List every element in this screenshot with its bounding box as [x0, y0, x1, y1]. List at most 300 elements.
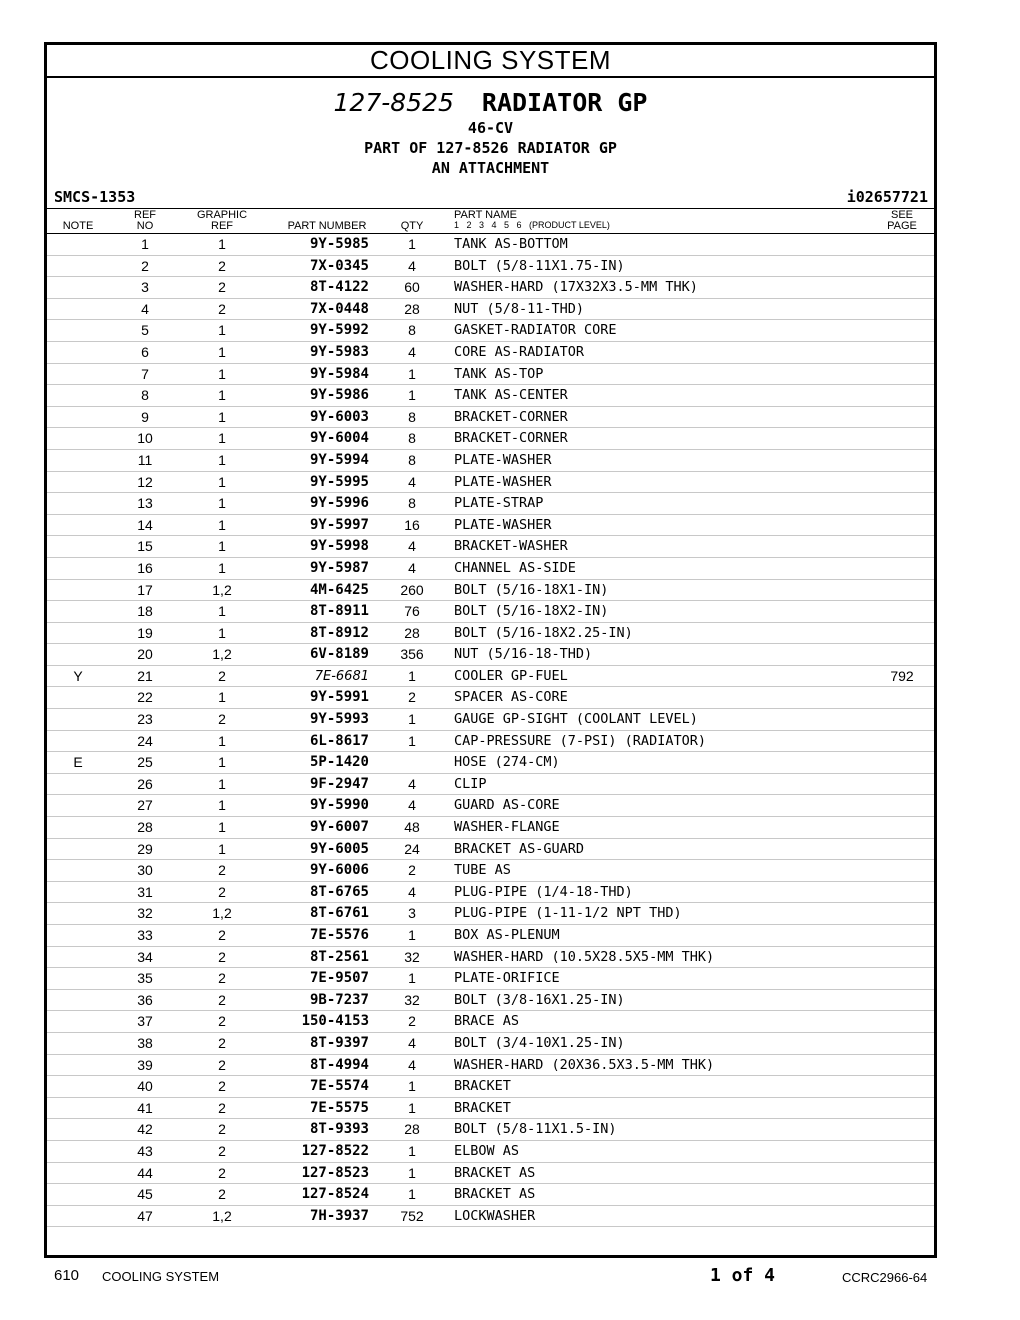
ref-number-cell: 36 — [137, 991, 153, 1008]
group-title — [47, 88, 934, 118]
part-number-cell: 8T-2561 — [309, 948, 369, 965]
ref-number-cell: 39 — [137, 1056, 153, 1073]
part-name-cell: PLATE-WASHER — [454, 473, 552, 490]
ref-number-cell: 22 — [137, 689, 153, 706]
parts-list-frame — [44, 42, 937, 1258]
part-number-cell: 8T-8911 — [309, 603, 369, 620]
part-name-cell: TANK AS-BOTTOM — [454, 236, 568, 252]
graphic-ref-cell: 2 — [218, 667, 226, 684]
table-row — [47, 774, 934, 796]
ref-number-cell: 3 — [141, 279, 149, 296]
table-row — [47, 709, 934, 731]
col-ref-top: REF — [134, 209, 156, 221]
part-number-cell: 9Y-5994 — [309, 451, 369, 468]
qty-cell: 4 — [408, 538, 416, 555]
graphic-ref-cell: 2 — [218, 862, 226, 879]
graphic-ref-cell: 2 — [218, 991, 226, 1008]
ref-number-cell: 47 — [137, 1207, 153, 1224]
ref-number-cell: 41 — [137, 1099, 153, 1116]
part-name-cell: WASHER-FLANGE — [454, 819, 560, 836]
table-row — [47, 1076, 934, 1098]
ref-number-cell: 5 — [141, 322, 149, 339]
graphic-ref-cell: 1 — [218, 538, 226, 555]
qty-cell: 8 — [408, 495, 416, 512]
table-row — [47, 472, 934, 494]
ref-number-cell: 27 — [137, 797, 153, 814]
graphic-ref-cell: 1 — [218, 559, 226, 576]
part-name-cell: PLUG-PIPE (1-11-1/2 NPT THD) — [454, 905, 682, 922]
part-name-cell: BOLT (3/4-10X1.25-IN) — [454, 1034, 625, 1051]
graphic-ref-cell: 2 — [218, 1056, 226, 1073]
part-number-cell: 9Y-6007 — [309, 819, 369, 836]
graphic-ref-cell: 2 — [218, 1142, 226, 1159]
table-row — [47, 1011, 934, 1033]
qty-cell: 1 — [408, 927, 416, 943]
table-row — [47, 428, 934, 450]
graphic-ref-cell: 2 — [218, 1186, 226, 1203]
part-name-cell: CHANNEL AS-SIDE — [454, 559, 576, 576]
part-number-cell: 7X-0448 — [309, 300, 369, 317]
part-number-cell: 127-8522 — [301, 1142, 369, 1159]
qty-cell: 1 — [408, 1186, 416, 1203]
col-part-number: PART NUMBER — [287, 220, 367, 232]
ref-number-cell: 30 — [137, 862, 153, 879]
table-row — [47, 990, 934, 1012]
table-row — [47, 1033, 934, 1055]
ref-number-cell: 37 — [137, 1013, 153, 1030]
col-see-top: SEE — [890, 209, 913, 221]
graphic-ref-cell: 1,2 — [212, 1207, 232, 1224]
table-row — [47, 450, 934, 472]
qty-cell: 28 — [404, 1121, 420, 1138]
part-number-cell: 8T-9397 — [309, 1034, 369, 1051]
graphic-ref-cell: 1 — [218, 689, 226, 706]
part-number-cell: 9Y-5993 — [309, 711, 369, 728]
page-footer — [0, 1265, 1020, 1289]
part-name-cell: TUBE AS — [454, 862, 511, 879]
ref-number-cell: 9 — [141, 408, 149, 425]
graphic-ref-cell: 1 — [218, 603, 226, 620]
part-number-cell: 7E-5576 — [309, 927, 369, 943]
part-number-cell: 9B-7237 — [309, 991, 369, 1008]
table-row — [47, 299, 934, 321]
graphic-ref-cell: 1 — [218, 624, 226, 641]
part-name-cell: BOLT (5/16-18X1-IN) — [454, 581, 609, 598]
table-row — [47, 385, 934, 407]
table-row — [47, 558, 934, 580]
table-row — [47, 277, 934, 299]
col-note: NOTE — [62, 220, 94, 232]
table-row — [47, 1184, 934, 1206]
ref-number-cell: 12 — [137, 473, 153, 490]
group-header — [47, 88, 934, 178]
graphic-ref-cell: 1 — [218, 473, 226, 490]
graphic-ref-cell: 2 — [218, 279, 226, 296]
part-number-cell: 9Y-5985 — [309, 236, 369, 252]
ref-number-cell: 15 — [137, 538, 153, 555]
graphic-ref-cell: 1 — [218, 365, 226, 382]
part-name-cell: BOX AS-PLENUM — [454, 927, 560, 943]
qty-cell: 4 — [408, 775, 416, 792]
col-graphic-bottom: REF — [211, 220, 233, 232]
qty-cell: 4 — [408, 473, 416, 490]
qty-cell: 1 — [408, 667, 416, 684]
graphic-ref-cell: 1,2 — [212, 581, 232, 598]
qty-cell: 8 — [408, 408, 416, 425]
ref-number-cell: 7 — [141, 365, 149, 382]
footer-page-number: 610 — [54, 1267, 80, 1284]
graphic-ref-cell: 1,2 — [212, 646, 232, 663]
qty-cell: 60 — [404, 279, 420, 296]
part-name-cell: GASKET-RADIATOR CORE — [454, 322, 617, 339]
table-row — [47, 515, 934, 537]
graphic-ref-cell: 2 — [218, 1099, 226, 1116]
part-name-cell: NUT (5/8-11-THD) — [454, 300, 585, 317]
smcs-code: SMCS-1353 — [54, 188, 136, 206]
qty-cell: 1 — [408, 970, 416, 987]
qty-cell: 8 — [408, 451, 416, 468]
part-name-cell: BOLT (5/8-11X1.5-IN) — [454, 1121, 617, 1138]
ref-number-cell: 14 — [137, 516, 153, 533]
table-row — [47, 1119, 934, 1141]
ref-number-cell: 11 — [137, 451, 153, 468]
table-row — [47, 882, 934, 904]
qty-cell: 24 — [404, 840, 420, 857]
qty-cell: 1 — [408, 1099, 416, 1116]
part-number-cell: 8T-9393 — [309, 1121, 369, 1138]
qty-cell: 32 — [404, 948, 420, 965]
qty-cell: 3 — [408, 905, 416, 922]
table-row — [47, 623, 934, 645]
col-product-level: 1 2 3 4 5 6 (PRODUCT LEVEL) — [454, 220, 610, 230]
part-name-cell: BRACE AS — [454, 1013, 520, 1030]
qty-cell: 28 — [404, 624, 420, 641]
part-number-cell: 9Y-6006 — [309, 862, 369, 879]
ref-number-cell: 23 — [137, 711, 153, 728]
ref-number-cell: 4 — [141, 300, 149, 317]
part-name-cell: GUARD AS-CORE — [454, 797, 560, 814]
part-name-cell: BRACKET AS — [454, 1186, 536, 1203]
qty-cell: 260 — [400, 581, 424, 598]
part-number-cell: 9Y-5984 — [309, 365, 369, 382]
group-number: 127-8525 — [333, 88, 454, 117]
table-row — [47, 493, 934, 515]
ref-number-cell: 1 — [141, 236, 149, 252]
part-name-cell: BRACKET-CORNER — [454, 430, 568, 447]
part-name-cell: WASHER-HARD (20X36.5X3.5-MM THK) — [454, 1056, 715, 1073]
qty-cell: 76 — [404, 603, 420, 620]
part-number-cell: 9Y-5986 — [309, 387, 369, 404]
graphic-ref-cell: 2 — [218, 711, 226, 728]
part-number-cell: 9Y-5987 — [309, 559, 369, 576]
col-ref-bottom: NO — [136, 220, 154, 232]
col-qty: QTY — [400, 220, 424, 232]
graphic-ref-cell: 2 — [218, 970, 226, 987]
graphic-ref-cell: 1 — [218, 322, 226, 339]
graphic-ref-cell: 1 — [218, 819, 226, 836]
ref-number-cell: 42 — [137, 1121, 153, 1138]
part-number-cell: 9Y-5992 — [309, 322, 369, 339]
graphic-ref-cell: 1,2 — [212, 905, 232, 922]
group-line-2: PART OF 127-8526 RADIATOR GP — [364, 139, 617, 157]
part-number-cell: 8T-4994 — [309, 1056, 369, 1073]
part-name-cell: BRACKET — [454, 1099, 511, 1116]
graphic-ref-cell: 1 — [218, 840, 226, 857]
qty-cell: 1 — [408, 387, 416, 404]
part-name-cell: BRACKET AS-GUARD — [454, 840, 585, 857]
part-number-cell: 7H-3937 — [309, 1207, 369, 1224]
qty-cell: 8 — [408, 322, 416, 339]
qty-cell: 1 — [408, 1164, 416, 1181]
graphic-ref-cell: 2 — [218, 1034, 226, 1051]
part-number-cell: 9Y-5995 — [309, 473, 369, 490]
part-number-cell: 5P-1420 — [309, 754, 369, 771]
qty-cell: 4 — [408, 797, 416, 814]
table-row — [47, 1141, 934, 1163]
table-row — [47, 903, 934, 925]
table-row — [47, 752, 934, 774]
ref-number-cell: 8 — [141, 387, 149, 404]
part-name-cell: BRACKET AS — [454, 1164, 536, 1181]
table-row — [47, 947, 934, 969]
part-number-cell: 150-4153 — [301, 1013, 369, 1030]
part-number-cell: 9Y-6003 — [309, 408, 369, 425]
part-name-cell: PLATE-WASHER — [454, 516, 552, 533]
ref-number-cell: 29 — [137, 840, 153, 857]
graphic-ref-cell: 1 — [218, 775, 226, 792]
table-row — [47, 644, 934, 666]
part-name-cell: PLATE-WASHER — [454, 451, 552, 468]
see-page-cell: 792 — [890, 667, 914, 684]
ref-number-cell: 32 — [137, 905, 153, 922]
graphic-ref-cell: 1 — [218, 732, 226, 749]
part-number-cell: 9F-2947 — [309, 775, 369, 792]
note-cell: Y — [73, 667, 83, 684]
table-row — [47, 860, 934, 882]
part-name-cell: TANK AS-TOP — [454, 365, 544, 382]
part-number-cell: 9Y-5997 — [309, 516, 369, 533]
column-header — [47, 209, 934, 234]
part-name-cell: TANK AS-CENTER — [454, 387, 568, 404]
table-row — [47, 968, 934, 990]
table-row — [47, 1055, 934, 1077]
part-name-cell: BOLT (5/16-18X2-IN) — [454, 603, 609, 620]
qty-cell: 48 — [404, 819, 420, 836]
part-name-cell: SPACER AS-CORE — [454, 689, 568, 706]
qty-cell: 4 — [408, 343, 416, 360]
graphic-ref-cell: 2 — [218, 1164, 226, 1181]
table-row — [47, 1098, 934, 1120]
part-number-cell: 9Y-5991 — [309, 689, 369, 706]
part-name-cell: CORE AS-RADIATOR — [454, 343, 585, 360]
graphic-ref-cell: 1 — [218, 754, 226, 771]
part-name-cell: PLATE-ORIFICE — [454, 970, 560, 987]
part-name-cell: BRACKET-CORNER — [454, 408, 568, 425]
ref-number-cell: 40 — [137, 1078, 153, 1095]
table-row — [47, 795, 934, 817]
part-name-cell: BOLT (3/8-16X1.25-IN) — [454, 991, 625, 1008]
table-row — [47, 256, 934, 278]
footer-code: CCRC2966-64 — [842, 1270, 928, 1285]
graphic-ref-cell: 2 — [218, 257, 226, 274]
part-name-cell: COOLER GP-FUEL — [454, 667, 568, 684]
footer-section: COOLING SYSTEM — [102, 1269, 220, 1284]
qty-cell: 4 — [408, 257, 416, 274]
ref-number-cell: 44 — [137, 1164, 153, 1181]
part-number-cell: 8T-8912 — [309, 624, 369, 641]
part-name-cell: GAUGE GP-SIGHT (COOLANT LEVEL) — [454, 711, 698, 728]
part-number-cell: 7E-6681 — [314, 668, 369, 684]
qty-cell: 32 — [404, 991, 420, 1008]
col-part-name: PART NAME — [454, 209, 517, 221]
part-number-cell: 9Y-5996 — [309, 495, 369, 512]
document-id: i02657721 — [846, 188, 928, 206]
ref-number-cell: 35 — [137, 970, 153, 987]
part-name-cell: BOLT (5/16-18X2.25-IN) — [454, 624, 633, 641]
part-number-cell: 9Y-5983 — [309, 343, 369, 360]
graphic-ref-cell: 1 — [218, 408, 226, 425]
table-row — [47, 839, 934, 861]
qty-cell: 2 — [408, 689, 416, 706]
ref-number-cell: 24 — [137, 732, 153, 749]
part-number-cell: 6L-8617 — [309, 732, 369, 749]
ref-number-cell: 10 — [137, 430, 153, 447]
part-number-cell: 8T-6761 — [309, 905, 369, 922]
graphic-ref-cell: 2 — [218, 927, 226, 943]
part-name-cell: BOLT (5/8-11X1.75-IN) — [454, 257, 625, 274]
graphic-ref-cell: 1 — [218, 516, 226, 533]
graphic-ref-cell: 2 — [218, 883, 226, 900]
part-number-cell: 7E-5575 — [309, 1099, 369, 1116]
part-name-cell: WASHER-HARD (10.5X28.5X5-MM THK) — [454, 948, 715, 965]
part-number-cell: 9Y-6005 — [309, 840, 369, 857]
ref-number-cell: 38 — [137, 1034, 153, 1051]
ref-number-cell: 20 — [137, 646, 153, 663]
note-cell: E — [73, 754, 83, 771]
part-name-cell: NUT (5/16-18-THD) — [454, 646, 593, 663]
graphic-ref-cell: 1 — [218, 236, 226, 252]
part-number-cell: 7E-5574 — [309, 1078, 369, 1095]
section-title: COOLING SYSTEM — [47, 45, 934, 78]
part-number-cell: 6V-8189 — [309, 646, 369, 663]
smcs-row — [47, 186, 934, 209]
table-row — [47, 731, 934, 753]
col-see-bottom: PAGE — [887, 220, 917, 232]
ref-number-cell: 2 — [141, 257, 149, 274]
ref-number-cell: 45 — [137, 1186, 153, 1203]
table-row — [47, 817, 934, 839]
ref-number-cell: 19 — [137, 624, 153, 641]
part-number-cell: 8T-4122 — [309, 279, 369, 296]
qty-cell: 8 — [408, 430, 416, 447]
table-row — [47, 320, 934, 342]
group-line-3: AN ATTACHMENT — [431, 159, 550, 177]
part-number-cell: 127-8523 — [301, 1164, 369, 1181]
ref-number-cell: 34 — [137, 948, 153, 965]
part-number-cell: 8T-6765 — [309, 883, 369, 900]
group-line-1: 46-CV — [467, 119, 514, 137]
qty-cell: 1 — [408, 711, 416, 728]
qty-cell: 4 — [408, 883, 416, 900]
qty-cell: 1 — [408, 1142, 416, 1159]
ref-number-cell: 6 — [141, 343, 149, 360]
qty-cell: 752 — [400, 1207, 424, 1224]
ref-number-cell: 31 — [137, 883, 153, 900]
table-row — [47, 666, 934, 688]
table-row — [47, 687, 934, 709]
part-number-cell: 7E-9507 — [309, 970, 369, 987]
table-row — [47, 601, 934, 623]
ref-number-cell: 25 — [137, 754, 153, 771]
part-name-cell: HOSE (274-CM) — [454, 754, 560, 771]
ref-number-cell: 16 — [137, 559, 153, 576]
table-row — [47, 342, 934, 364]
graphic-ref-cell: 2 — [218, 1121, 226, 1138]
table-row — [47, 536, 934, 558]
graphic-ref-cell: 2 — [218, 1013, 226, 1030]
part-name-cell: BRACKET — [454, 1078, 511, 1095]
table-row — [47, 925, 934, 947]
graphic-ref-cell: 1 — [218, 451, 226, 468]
part-name-cell: LOCKWASHER — [454, 1207, 536, 1224]
graphic-ref-cell: 1 — [218, 387, 226, 404]
part-name-cell: PLATE-STRAP — [454, 495, 544, 512]
parts-table-body — [47, 234, 934, 1227]
graphic-ref-cell: 1 — [218, 797, 226, 814]
ref-number-cell: 13 — [137, 495, 153, 512]
table-row — [47, 1206, 934, 1228]
graphic-ref-cell: 1 — [218, 430, 226, 447]
part-number-cell: 127-8524 — [301, 1186, 369, 1203]
part-name-cell: ELBOW AS — [454, 1142, 520, 1159]
qty-cell: 2 — [408, 862, 416, 879]
part-name-cell: BRACKET-WASHER — [454, 538, 568, 555]
qty-cell: 4 — [408, 1056, 416, 1073]
graphic-ref-cell: 1 — [218, 495, 226, 512]
qty-cell: 4 — [408, 1034, 416, 1051]
graphic-ref-cell: 2 — [218, 948, 226, 965]
ref-number-cell: 17 — [137, 581, 153, 598]
qty-cell: 16 — [404, 516, 420, 533]
graphic-ref-cell: 1 — [218, 343, 226, 360]
qty-cell: 2 — [408, 1013, 416, 1030]
qty-cell: 1 — [408, 732, 416, 749]
ref-number-cell: 33 — [137, 927, 153, 943]
part-name-cell: CLIP — [454, 775, 487, 792]
footer-page-of: 1 of 4 — [710, 1265, 776, 1286]
part-name-cell: WASHER-HARD (17X32X3.5-MM THK) — [454, 279, 698, 296]
part-number-cell: 7X-0345 — [309, 257, 369, 274]
qty-cell: 356 — [400, 646, 424, 663]
table-row — [47, 580, 934, 602]
qty-cell: 1 — [408, 236, 416, 252]
qty-cell: 28 — [404, 300, 420, 317]
table-row — [47, 1163, 934, 1185]
ref-number-cell: 18 — [137, 603, 153, 620]
qty-cell: 1 — [408, 1078, 416, 1095]
part-number-cell: 9Y-5990 — [309, 797, 369, 814]
graphic-ref-cell: 2 — [218, 1078, 226, 1095]
col-graphic-top: GRAPHIC — [196, 209, 248, 221]
part-number-cell: 4M-6425 — [309, 581, 369, 598]
part-number-cell: 9Y-6004 — [309, 430, 369, 447]
qty-cell: 4 — [408, 559, 416, 576]
ref-number-cell: 21 — [137, 667, 153, 684]
table-row — [47, 407, 934, 429]
table-row — [47, 234, 934, 256]
part-number-cell: 9Y-5998 — [309, 538, 369, 555]
part-name-cell: PLUG-PIPE (1/4-18-THD) — [454, 883, 633, 900]
